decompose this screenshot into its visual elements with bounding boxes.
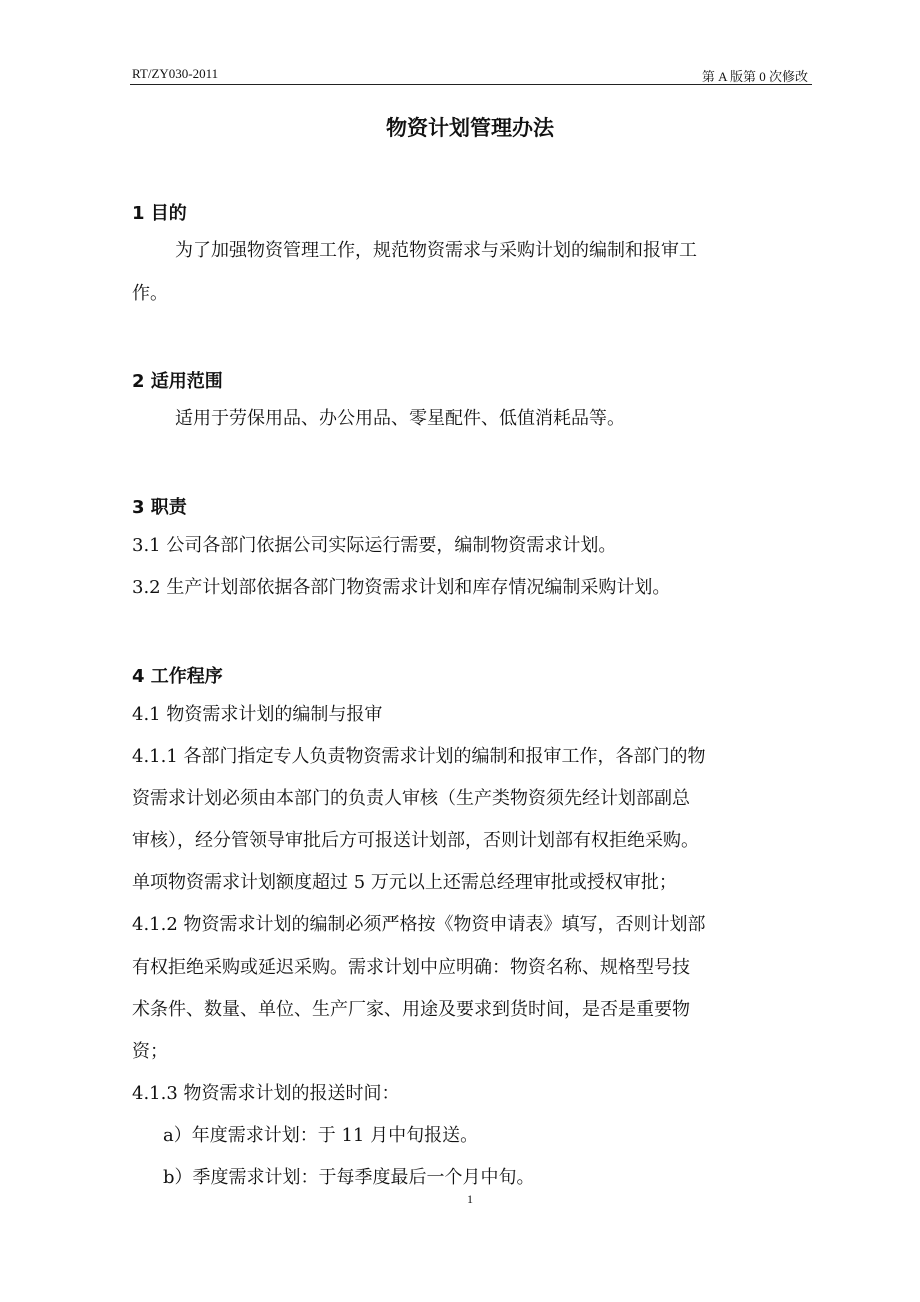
paragraph-4-1-1-line-2: 资需求计划必须由本部门的负责人审核（生产类物资须先经计划部副总 bbox=[132, 788, 690, 809]
header-doc-code: RT/ZY030-2011 bbox=[132, 66, 219, 81]
paragraph-4-1-2-line-1: 4.1.2 物资需求计划的编制必须严格按《物资申请表》填写，否则计划部 bbox=[132, 914, 706, 935]
section-4-1-heading: 4.1 物资需求计划的编制与报审 bbox=[132, 704, 383, 725]
section-2-body: 适用于劳保用品、办公用品、零星配件、低值消耗品等。 bbox=[175, 408, 625, 429]
paragraph-4-1-2-line-4: 资； bbox=[132, 1041, 168, 1062]
section-2-heading: 2 适用范围 bbox=[132, 371, 223, 392]
paragraph-4-1-1-line-3: 审核），经分管领导审批后方可报送计划部，否则计划部有权拒绝采购。 bbox=[132, 830, 699, 851]
section-3-item-1: 3.1 公司各部门依据公司实际运行需要，编制物资需求计划。 bbox=[132, 535, 617, 556]
header-revision: 第 A 版第 0 次修改 bbox=[701, 69, 808, 84]
paragraph-4-1-3: 4.1.3 物资需求计划的报送时间： bbox=[132, 1083, 400, 1104]
section-1-heading: 1 目的 bbox=[132, 203, 187, 224]
section-1-body-line-2: 作。 bbox=[132, 283, 168, 304]
section-1-body-line-1: 为了加强物资管理工作，规范物资需求与采购计划的编制和报审工 bbox=[175, 240, 697, 261]
paragraph-4-1-1-line-1: 4.1.1 各部门指定专人负责物资需求计划的编制和报审工作，各部门的物 bbox=[132, 746, 706, 767]
page-number: 1 bbox=[467, 1192, 473, 1206]
section-3-item-2: 3.2 生产计划部依据各部门物资需求计划和库存情况编制采购计划。 bbox=[132, 577, 671, 598]
list-item-a: a）年度需求计划：于 11 月中旬报送。 bbox=[163, 1125, 479, 1146]
section-3-heading: 3 职责 bbox=[132, 497, 187, 518]
paragraph-4-1-1-line-4: 单项物资需求计划额度超过 5 万元以上还需总经理审批或授权审批； bbox=[132, 872, 677, 893]
section-4-heading: 4 工作程序 bbox=[132, 666, 223, 687]
list-item-b: b）季度需求计划：于每季度最后一个月中旬。 bbox=[163, 1167, 535, 1188]
header-rule bbox=[130, 84, 812, 85]
document-title: 物资计划管理办法 bbox=[386, 116, 554, 140]
paragraph-4-1-2-line-2: 有权拒绝采购或延迟采购。需求计划中应明确：物资名称、规格型号技 bbox=[132, 957, 690, 978]
paragraph-4-1-2-line-3: 术条件、数量、单位、生产厂家、用途及要求到货时间，是否是重要物 bbox=[132, 999, 690, 1020]
